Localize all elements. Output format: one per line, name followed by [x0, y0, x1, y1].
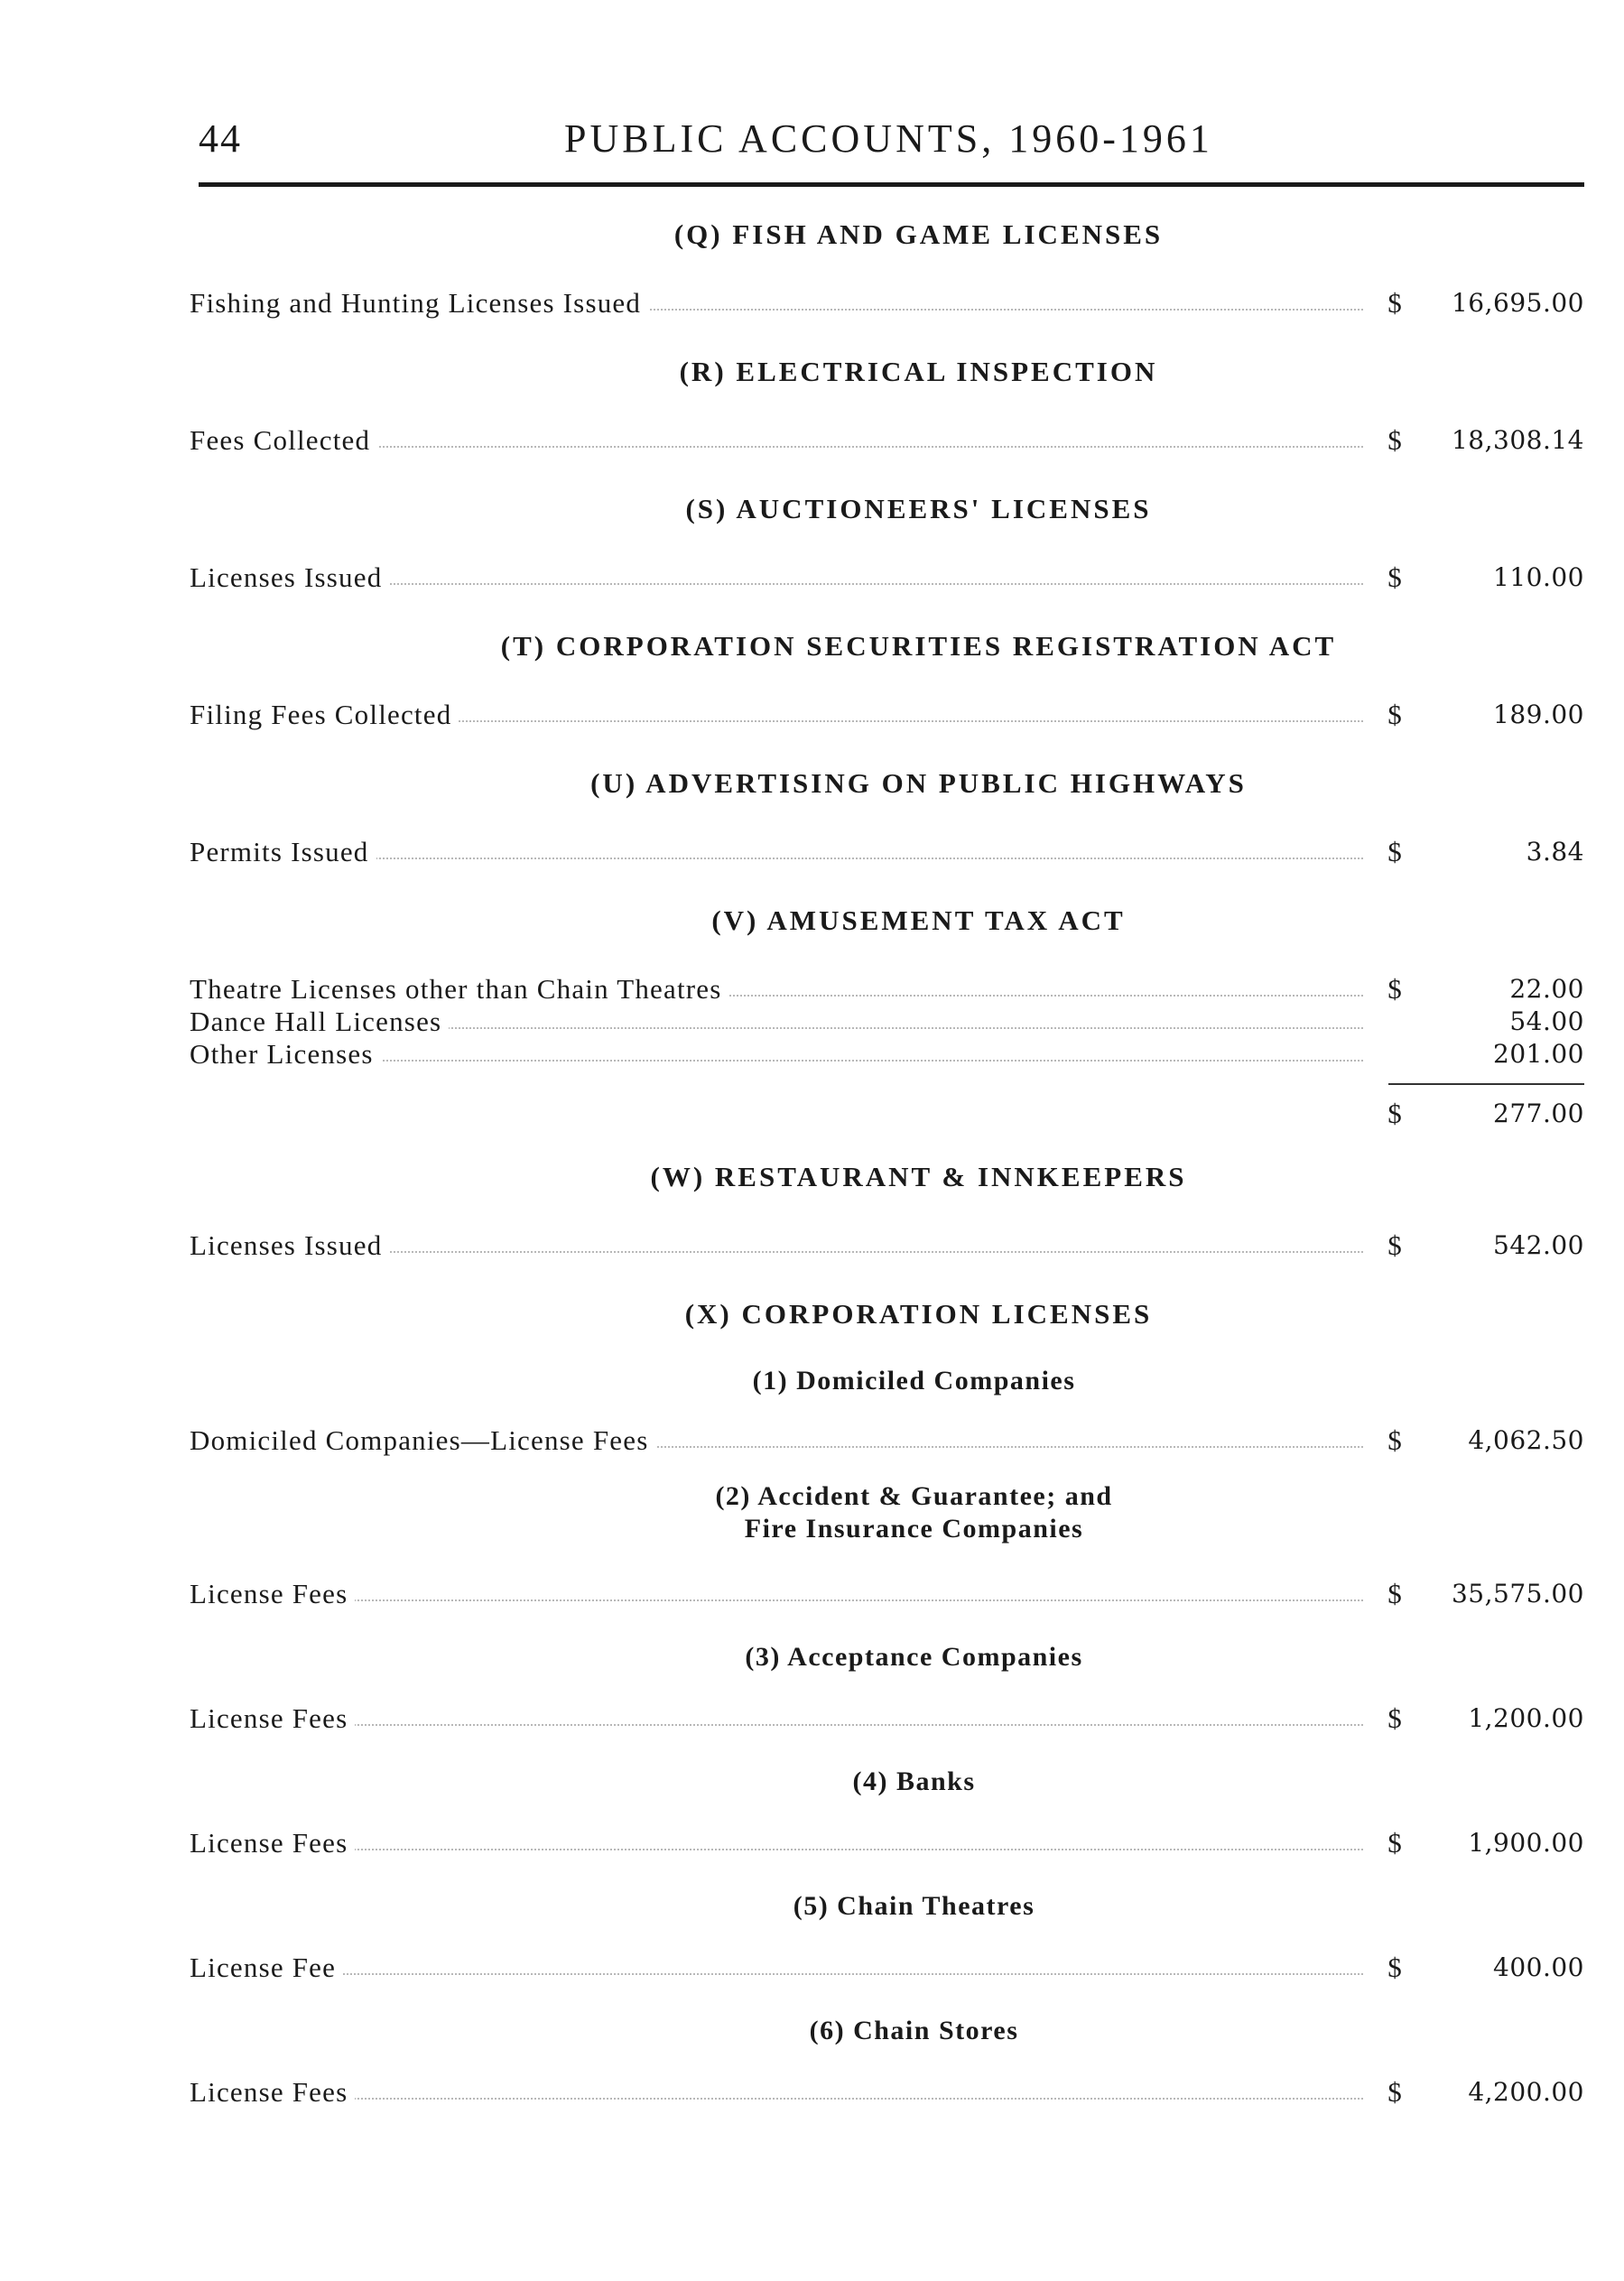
subsection-heading: (2) Accident & Guarantee; and	[715, 1481, 1113, 1511]
section-fish-game	[190, 217, 1584, 320]
section-electrical-inspection	[190, 354, 1584, 457]
section-securities-registration	[190, 628, 1584, 731]
total-rule-wrap	[190, 1071, 1584, 1092]
subsection-heading: (5) Chain Theatres	[793, 1891, 1035, 1921]
ledger-row	[190, 1702, 1584, 1735]
dot-leader	[199, 1724, 1363, 1726]
page-header	[199, 116, 1584, 170]
ledger-row	[190, 287, 1584, 320]
row-label: Other Licenses	[190, 1038, 381, 1071]
section-heading: (R) ELECTRICAL INSPECTION	[679, 356, 1158, 387]
subsection-heading: (3) Acceptance Companies	[745, 1642, 1083, 1672]
dollar-sign: $	[1387, 561, 1402, 593]
subsection-heading: (6) Chain Stores	[809, 2016, 1019, 2045]
total-rule	[1388, 1083, 1584, 1085]
dollar-sign: $	[1387, 2076, 1402, 2108]
row-label: Permits Issued	[190, 836, 376, 868]
row-amount: 1,900.00	[1468, 1828, 1584, 1858]
row-label: Fees Collected	[190, 424, 377, 457]
row-label: Domiciled Companies—License Fees	[190, 1424, 655, 1457]
section-corporation-licenses	[190, 1296, 1584, 2109]
subsection-heading: (4) Banks	[852, 1766, 976, 1796]
row-label: License Fees	[190, 1578, 355, 1610]
dot-leader	[199, 1973, 1363, 1975]
page-number: 44	[199, 116, 242, 161]
dot-leader	[199, 1849, 1363, 1850]
row-amount: 110.00	[1493, 562, 1584, 592]
dollar-sign: $	[1387, 287, 1402, 319]
row-label: Fishing and Hunting Licenses Issued	[190, 287, 648, 320]
dollar-sign: $	[1387, 836, 1402, 867]
row-amount: 201.00	[1493, 1039, 1584, 1069]
section-heading: (S) AUCTIONEERS' LICENSES	[685, 493, 1152, 524]
section-auctioneers	[190, 491, 1584, 594]
ledger-row	[190, 1952, 1584, 1984]
ledger-row	[190, 836, 1584, 868]
row-label: License Fees	[190, 1827, 355, 1859]
section-heading: (T) CORPORATION SECURITIES REGISTRATION ACT	[500, 630, 1337, 662]
row-label: Theatre Licenses other than Chain Theatres	[190, 973, 729, 1006]
ledger-row	[190, 2076, 1584, 2109]
row-amount: 4,200.00	[1468, 2077, 1584, 2107]
row-label: License Fees	[190, 2076, 355, 2109]
row-label: Dance Hall Licenses	[190, 1006, 449, 1038]
row-label: License Fees	[190, 1702, 355, 1735]
row-amount: 35,575.00	[1451, 1579, 1584, 1609]
dollar-sign: $	[1387, 1229, 1402, 1261]
ledger-row	[190, 1424, 1584, 1457]
ledger-row	[190, 699, 1584, 731]
row-label: License Fee	[190, 1952, 343, 1984]
ledger-row	[190, 1827, 1584, 1859]
total-row	[190, 1098, 1584, 1130]
row-amount: 16,695.00	[1451, 288, 1584, 318]
accounts-content	[190, 217, 1584, 2109]
ledger-row	[190, 1578, 1584, 1610]
row-amount: 18,308.14	[1451, 425, 1584, 455]
section-restaurant-innkeepers	[190, 1159, 1584, 1262]
page-title: PUBLIC ACCOUNTS, 1960-1961	[564, 116, 1213, 161]
dot-leader	[199, 1599, 1363, 1601]
ledger-row	[190, 973, 1584, 1006]
subsection-heading-line2: Fire Insurance Companies	[744, 1514, 1084, 1544]
dollar-sign: $	[1387, 1827, 1402, 1859]
dollar-sign: $	[1387, 973, 1402, 1005]
row-amount: 22.00	[1509, 974, 1584, 1004]
ledger-row	[190, 561, 1584, 594]
section-heading: (W) RESTAURANT & INNKEEPERS	[650, 1161, 1187, 1192]
header-rule	[199, 182, 1584, 187]
total-amount: 277.00	[1493, 1099, 1584, 1128]
section-heading: (Q) FISH AND GAME LICENSES	[673, 218, 1164, 250]
section-highway-advertising	[190, 765, 1584, 868]
subsection-heading: (1) Domiciled Companies	[752, 1366, 1076, 1395]
row-amount: 3.84	[1526, 837, 1584, 867]
row-amount: 54.00	[1509, 1006, 1584, 1036]
dollar-sign: $	[1387, 424, 1402, 456]
dollar-sign: $	[1387, 1952, 1402, 1983]
dollar-sign: $	[1387, 1702, 1402, 1734]
row-label: Filing Fees Collected	[190, 699, 459, 731]
dollar-sign: $	[1387, 1578, 1402, 1609]
dollar-sign: $	[1387, 1424, 1402, 1456]
section-heading: (U) ADVERTISING ON PUBLIC HIGHWAYS	[590, 767, 1247, 799]
row-label: Licenses Issued	[190, 561, 389, 594]
row-amount: 4,062.50	[1468, 1425, 1584, 1455]
row-amount: 542.00	[1493, 1230, 1584, 1260]
dollar-sign: $	[1387, 1098, 1402, 1129]
section-heading: (X) CORPORATION LICENSES	[684, 1298, 1153, 1330]
dot-leader	[199, 2098, 1363, 2100]
row-amount: 400.00	[1493, 1952, 1584, 1982]
section-heading: (V) AMUSEMENT TAX ACT	[711, 904, 1126, 936]
ledger-row	[190, 1229, 1584, 1262]
ledger-row	[190, 424, 1584, 457]
section-amusement-tax	[190, 903, 1584, 1130]
dollar-sign: $	[1387, 699, 1402, 730]
row-amount: 189.00	[1493, 700, 1584, 729]
row-amount: 1,200.00	[1468, 1703, 1584, 1733]
ledger-row	[190, 1006, 1584, 1038]
ledger-row	[190, 1038, 1584, 1071]
row-label: Licenses Issued	[190, 1229, 389, 1262]
